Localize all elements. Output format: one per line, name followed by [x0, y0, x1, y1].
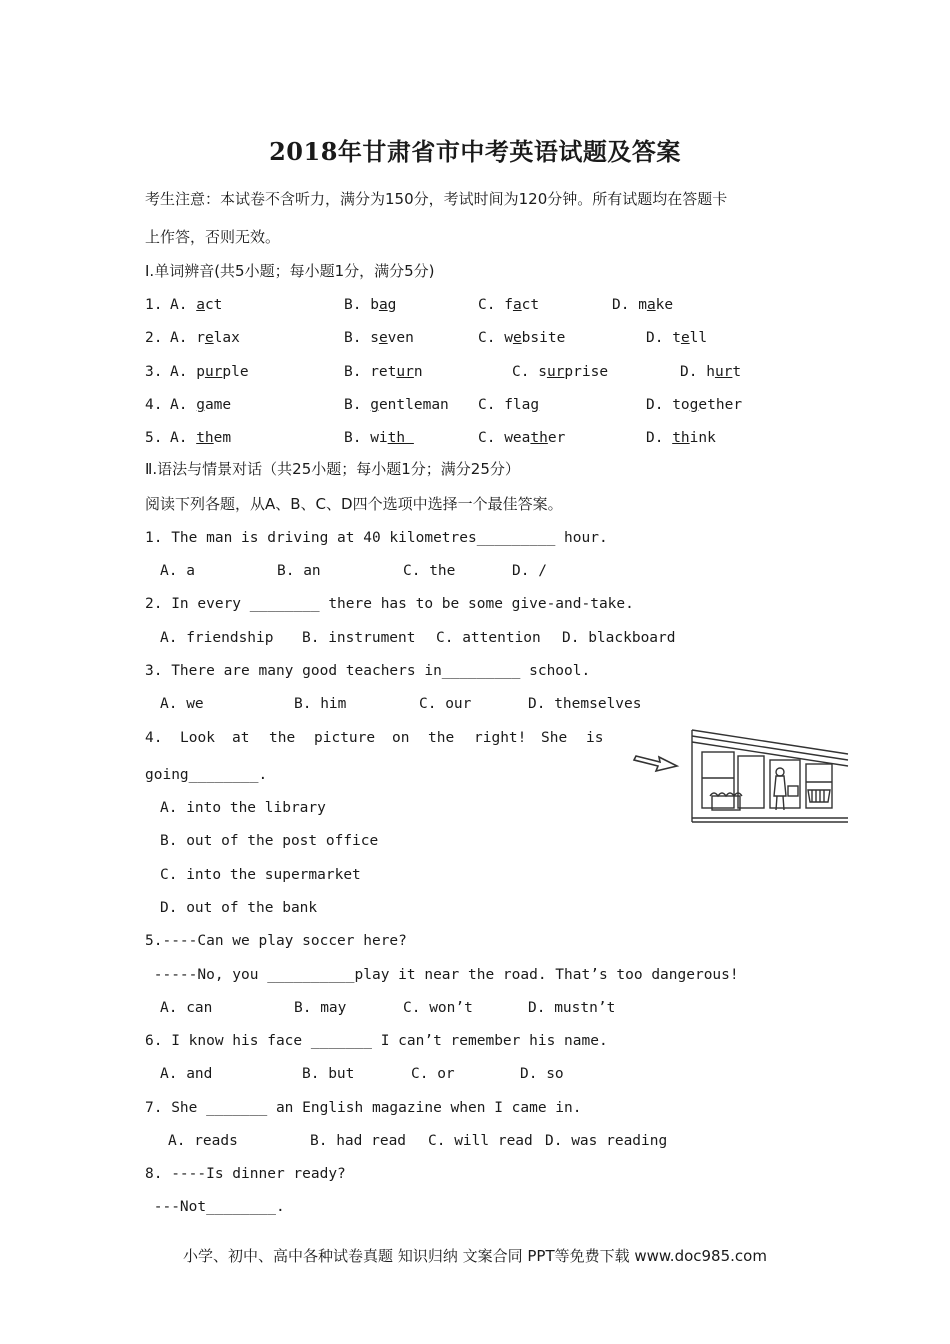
underlined-letters: a [196, 297, 205, 313]
q4-word: picture [314, 730, 376, 746]
q5-option-a: A. can [160, 1000, 213, 1016]
word-prefix: s [370, 330, 379, 346]
q4-word: right! [474, 730, 527, 746]
section1-question-number: 3. [145, 364, 163, 380]
option-letter: D. [646, 397, 673, 413]
q7-option-b: B. had read [310, 1133, 407, 1149]
option-letter: A. [170, 297, 197, 313]
underlined-letters: ur [396, 364, 414, 380]
q4-word: the [428, 730, 455, 746]
word-prefix: t [672, 330, 681, 346]
word-prefix: f [504, 297, 513, 313]
section1-option [512, 362, 608, 382]
section1-option [170, 295, 222, 315]
underlined-letters: e [512, 330, 522, 346]
q7-option-a: A. reads [168, 1133, 238, 1149]
q6-option-a: A. and [160, 1066, 213, 1082]
underlined-letters: e [680, 330, 690, 346]
q6-option-d: D. so [520, 1066, 564, 1082]
underlined-letters: a [646, 297, 656, 313]
section1-question-number: 4. [145, 397, 163, 413]
section1-question-number: 2. [145, 330, 163, 346]
section1-option [646, 428, 716, 448]
underlined-letters: g [196, 397, 205, 413]
option-letter: D. [646, 330, 673, 346]
word-prefix: b [370, 297, 379, 313]
underlined-letters: e [204, 330, 214, 346]
q4-word: on [392, 730, 410, 746]
option-letter: C. [478, 430, 505, 446]
section1-option [344, 395, 449, 415]
section1-option [344, 362, 423, 382]
q3-option-a: A. we [160, 696, 204, 712]
section1-option [170, 395, 231, 415]
question-6: 6. I know his face _______ I can’t remember his name. [145, 1033, 608, 1049]
word-suffix: ven [387, 330, 414, 346]
q4-word: at [232, 730, 250, 746]
word-suffix: ct [521, 297, 540, 313]
section2-instruction: 阅读下列各题，从A、B、C、D四个选项中选择一个最佳答案。 [145, 495, 563, 513]
q6-option-b: B. but [302, 1066, 355, 1082]
word-suffix: n [413, 364, 423, 380]
q4-option-a: A. into the library [160, 800, 326, 816]
word-suffix: ke [655, 297, 674, 313]
word-prefix: w [504, 330, 513, 346]
q3-option-c: C. our [419, 696, 472, 712]
underlined-letters: a [512, 297, 522, 313]
q5-option-d: D. mustn’t [528, 1000, 616, 1016]
notice-line-1: 考生注意：本试卷不含听力，满分为150分，考试时间为120分钟。所有试题均在答题卡 [145, 190, 728, 208]
option-letter: B. [344, 364, 371, 380]
q4-option-b: B. out of the post office [160, 833, 379, 849]
word-prefix: s [538, 364, 547, 380]
section1-option [478, 428, 565, 448]
word-suffix: prise [564, 364, 609, 380]
underlined-letters: th [196, 430, 214, 446]
option-letter: A. [170, 397, 197, 413]
option-letter: C. [478, 397, 505, 413]
question-1: 1. The man is driving at 40 kilometres_________ hour. [145, 530, 608, 546]
notice-line-2: 上作答，否则无效。 [145, 228, 281, 246]
option-letter: A. [170, 364, 197, 380]
q2-option-a: A. friendship [160, 630, 274, 646]
word-prefix: h [706, 364, 715, 380]
word-prefix: m [638, 297, 647, 313]
section1-option [478, 328, 565, 348]
question-7: 7. She _______ an English magazine when I came in. [145, 1100, 582, 1116]
word-suffix: ame [204, 397, 232, 413]
section1-option [478, 295, 539, 315]
option-letter: D. [612, 297, 639, 313]
word-suffix: bsite [521, 330, 566, 346]
section1-option [680, 362, 741, 382]
underlined-letters: th [387, 430, 414, 446]
underlined-letters: g [370, 397, 379, 413]
q1-option-c: C. the [403, 563, 456, 579]
section1-question-number: 1. [145, 297, 163, 313]
question-5-a: 5.----Can we play soccer here? [145, 933, 407, 949]
q4-word: the [269, 730, 296, 746]
option-letter: B. [344, 330, 371, 346]
word-prefix: fla [504, 397, 531, 413]
section1-option [612, 295, 673, 315]
section1-option [170, 362, 249, 382]
q4-option-c: C. into the supermarket [160, 867, 361, 883]
underlined-letters: ur [714, 364, 733, 380]
q3-option-b: B. him [294, 696, 347, 712]
arrow-icon [634, 756, 677, 771]
q4-option-d: D. out of the bank [160, 900, 318, 916]
word-suffix: t [732, 364, 742, 380]
word-suffix: ether [698, 397, 743, 413]
section1-option [170, 328, 240, 348]
q4-word: 4. [145, 730, 163, 746]
q7-option-c: C. will read [428, 1133, 533, 1149]
word-suffix: ct [204, 297, 223, 313]
word-suffix: ple [222, 364, 249, 380]
question-8-b: ---Not________. [145, 1199, 285, 1215]
word-suffix: ink [689, 430, 716, 446]
option-letter: D. [680, 364, 707, 380]
question-2: 2. In every ________ there has to be some give-and-take. [145, 596, 634, 612]
q5-option-c: C. won’t [403, 1000, 473, 1016]
word-suffix: em [213, 430, 232, 446]
word-prefix: to [672, 397, 690, 413]
q2-option-b: B. instrument [302, 630, 416, 646]
shop-illustration [630, 716, 850, 828]
section1-option [478, 395, 539, 415]
question-3: 3. There are many good teachers in_________ school. [145, 663, 591, 679]
q4-line-2: going________. [145, 767, 268, 783]
option-letter: B. [344, 397, 371, 413]
underlined-letters: ur [546, 364, 565, 380]
question-5-b: -----No, you __________play it near the road. That’s too dangerous! [145, 967, 739, 983]
q7-option-d: D. was reading [545, 1133, 668, 1149]
option-letter: C. [512, 364, 539, 380]
section1-option [646, 395, 742, 415]
word-suffix: entleman [378, 397, 449, 413]
q2-option-d: D. blackboard [562, 630, 676, 646]
word-prefix: p [196, 364, 205, 380]
word-prefix: r [196, 330, 205, 346]
q1-option-b: B. an [277, 563, 321, 579]
q4-word: Look [180, 730, 215, 746]
q6-option-c: C. or [411, 1066, 455, 1082]
section1-option [170, 428, 231, 448]
page-title: 2018年甘肃省市中考英语试题及答案 [269, 137, 681, 166]
option-letter: C. [478, 297, 505, 313]
section1-question-number: 5. [145, 430, 163, 446]
q4-word: She [541, 730, 568, 746]
underlined-letters: ur [204, 364, 223, 380]
option-letter: A. [170, 330, 197, 346]
q2-option-c: C. attention [436, 630, 541, 646]
footer-text: 小学、初中、高中各种试卷真题 知识归纳 文案合同 PPT等免费下载 www.doc985.com [183, 1247, 767, 1265]
underlined-letters: g [689, 397, 699, 413]
section1-heading: I.单词辨音(共5小题；每小题1分，满分5分) [145, 262, 435, 280]
section1-option [344, 328, 414, 348]
option-letter: A. [170, 430, 197, 446]
section1-option [344, 295, 396, 315]
section1-option [344, 428, 414, 448]
underlined-letters: a [378, 297, 388, 313]
q1-option-d: D. / [512, 563, 547, 579]
underlined-letters: th [530, 430, 548, 446]
word-prefix: wea [504, 430, 531, 446]
word-prefix: wi [370, 430, 388, 446]
word-suffix: ll [689, 330, 708, 346]
underlined-letters: g [530, 397, 540, 413]
word-prefix: ret [370, 364, 397, 380]
underlined-letters: e [378, 330, 388, 346]
option-letter: B. [344, 430, 371, 446]
q1-option-a: A. a [160, 563, 195, 579]
q3-option-d: D. themselves [528, 696, 642, 712]
q4-word: is [586, 730, 604, 746]
option-letter: C. [478, 330, 505, 346]
question-8-a: 8. ----Is dinner ready? [145, 1166, 346, 1182]
word-suffix: g [387, 297, 397, 313]
section1-option [646, 328, 707, 348]
word-suffix: er [547, 430, 566, 446]
q5-option-b: B. may [294, 1000, 347, 1016]
section2-heading: Ⅱ.语法与情景对话（共25小题；每小题1分；满分25分） [145, 460, 520, 478]
word-suffix: lax [213, 330, 240, 346]
option-letter: D. [646, 430, 673, 446]
underlined-letters: th [672, 430, 690, 446]
option-letter: B. [344, 297, 371, 313]
